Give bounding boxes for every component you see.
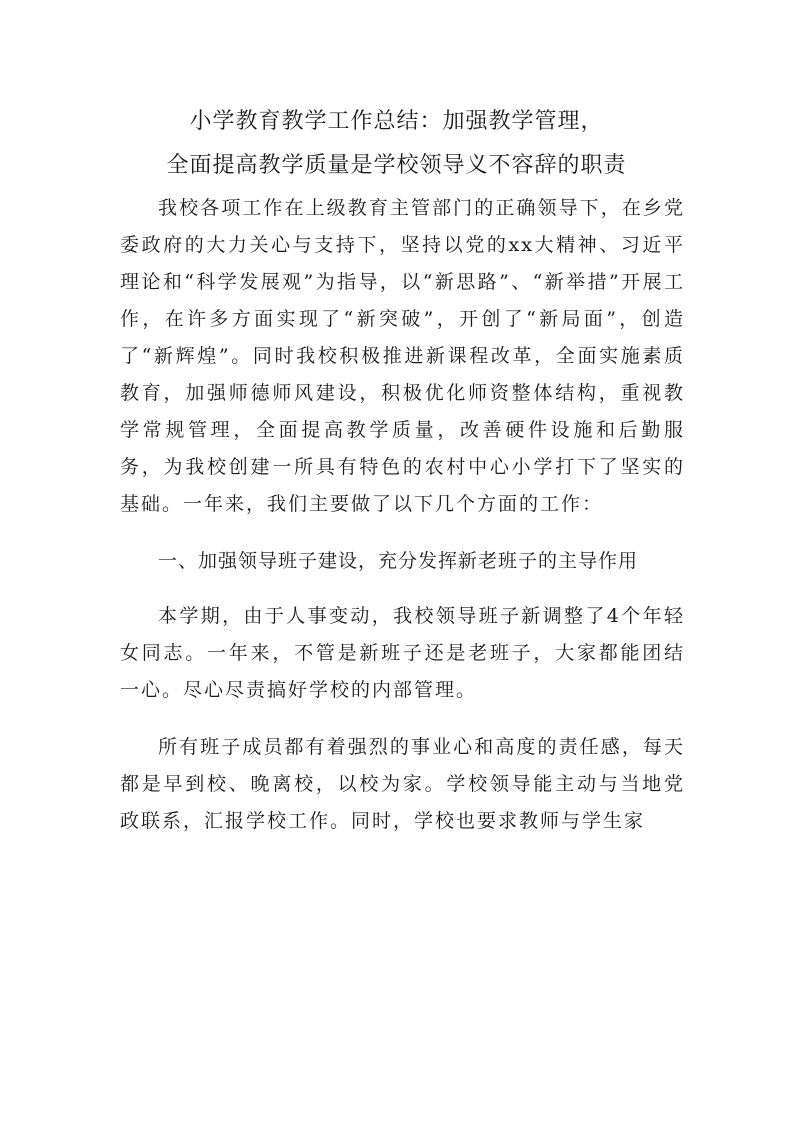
document-body [120,190,685,860]
section-heading: 一、加强领导班子建设，充分发挥新老班子的主导作用 [158,550,639,572]
intro-paragraph: 我校各项工作在上级教育主管部门的正确领导下，在乡党委政府的大力关心与支持下，坚持以党的xx大精神、习近平理论和“科学发展观”为指导，以“新思路”、“新举措”开展工作，在许多方面实现了“新突破”，开创了“新局面”，创造了“新辉煌”。同时我校积极推进新课程改革，全面实施素质教育，加强师德师风建设，积极优化师资整体结构，重视教学常规管理，全面提高教学质量，改善硬件设施和后勤服务，为我校创建一所具有特色的农村中心小学打下了坚实的基础。一年来，我们主要做了以下几个方面的工作： [120,197,685,515]
body-paragraph: 本学期，由于人事变动，我校领导班子新调整了4个年轻女同志。一年来，不管是新班子还是老班子，大家都能团结一心。尽心尽责搞好学校的内部管理。 [120,605,685,701]
body-paragraph: 所有班子成员都有着强烈的事业心和高度的责任感，每天都是早到校、晚离校，以校为家。学校领导能主动与当地党政联系，汇报学校工作。同时，学校也要求教师与学生家 [120,736,685,832]
title-line-1: 小学教育教学工作总结：加强教学管理， [189,109,604,134]
title-line-2: 全面提高教学质量是学校领导义不容辞的职责 [166,153,627,178]
document-title [100,100,693,188]
